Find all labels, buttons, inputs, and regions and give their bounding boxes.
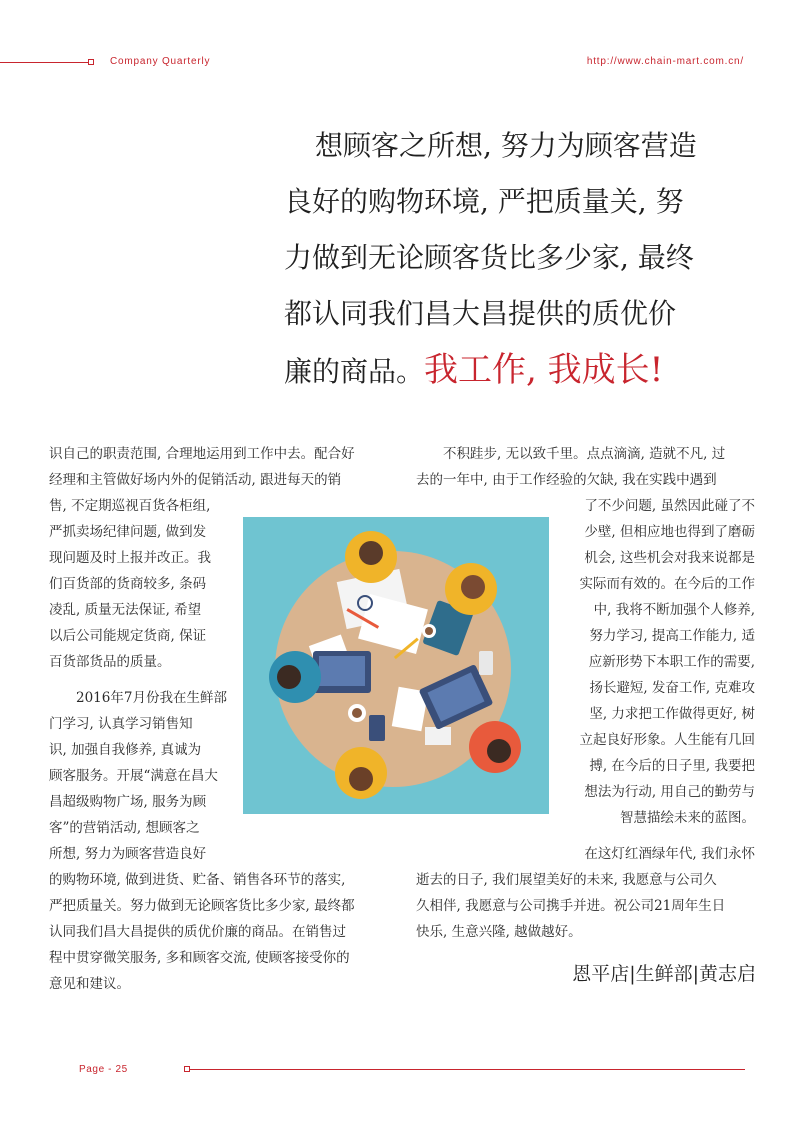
text-line: 少壁, 但相应地也得到了磨砺: [584, 524, 755, 540]
person-head: [487, 739, 511, 763]
laptop-screen: [319, 656, 365, 686]
pull-quote-line: 力做到无论顾客货比多少家, 最终: [284, 241, 694, 274]
text-line: 逝去的日子, 我们展望美好的未来, 我愿意与公司久: [416, 872, 717, 888]
text-line: 中, 我将不断加强个人修养,: [593, 602, 755, 618]
person-head: [349, 767, 373, 791]
text-line: 程中贯穿微笑服务, 多和顾客交流, 使顾客接受你的: [49, 950, 350, 966]
text-line: 门学习, 认真学习销售知: [49, 716, 193, 732]
phone: [369, 715, 385, 741]
meeting-illustration: [243, 517, 549, 814]
text-line: 去的一年中, 由于工作经验的欠缺, 我在实践中遇到: [416, 472, 717, 488]
text-line: 识自己的职责范围, 合理地运用到工作中去。配合好: [49, 446, 355, 462]
text-line: 立起良好形象。人生能有几回: [579, 732, 755, 748]
coffee: [425, 627, 433, 635]
text-line: 以后公司能规定货商, 保证: [49, 628, 207, 644]
coffee: [352, 708, 362, 718]
phone: [479, 651, 493, 675]
card: [425, 727, 451, 745]
text-line: 认同我们昌大昌提供的质优价廉的商品。在销售过: [49, 924, 346, 940]
text-line: 努力学习, 提高工作能力, 适: [589, 628, 755, 644]
text-line: 久相伴, 我愿意与公司携手并进。祝公司21周年生日: [416, 898, 726, 914]
text-line: 智慧描绘未来的蓝图。: [620, 810, 755, 826]
text-line: 所想, 努力为顾客营造良好: [49, 846, 207, 862]
text-line: 应新形势下本职工作的需要,: [588, 654, 755, 670]
header-marker-left: [88, 59, 94, 65]
text-line: 严把质量关。努力做到无论顾客货比多少家, 最终都: [49, 898, 355, 914]
text-line: 识, 加强自我修养, 真诚为: [49, 742, 202, 758]
text-line: 客”的营销活动, 想顾客之: [49, 820, 200, 836]
text-line: 们百货部的货商较多, 条码: [49, 576, 207, 592]
author-signature: 恩平店|生鲜部|黄志启: [572, 963, 756, 985]
header-label: Company Quarterly: [110, 56, 211, 67]
pull-quote-highlight: 我工作, 我成长!: [424, 350, 664, 390]
text-line: 现问题及时上报并改正。我: [49, 550, 211, 566]
text-line: 机会, 这些机会对我来说都是: [584, 550, 755, 566]
pull-quote-last-line: [284, 342, 744, 400]
pull-quote-line: 想顾客之所想, 努力为顾客营造: [315, 129, 697, 162]
person-head: [277, 665, 301, 689]
header-rule-left: [0, 62, 88, 63]
header-url: http://www.chain-mart.com.cn/: [586, 56, 744, 67]
pull-quote-line: 廉的商品。: [284, 355, 425, 388]
text-line: 昌超级购物广场, 服务为顾: [49, 794, 207, 810]
text-line: 2016年7月份我在生鲜部: [76, 690, 227, 706]
text-line: 顾客服务。开展“满意在昌大: [49, 768, 218, 784]
text-line: 了不少问题, 虽然因此碰了不: [584, 498, 755, 514]
text-line: 严抓卖场纪律问题, 做到发: [49, 524, 207, 540]
person-head: [461, 575, 485, 599]
text-line: 想法为行动, 用自己的勤劳与: [584, 784, 755, 800]
page-number: Page - 25: [79, 1064, 128, 1075]
text-line: 搏, 在今后的日子里, 我要把: [589, 758, 755, 774]
text-line: 售, 不定期巡视百货各柜组,: [49, 498, 211, 514]
text-line: 快乐, 生意兴隆, 越做越好。: [416, 924, 582, 940]
pull-quote-line: 良好的购物环境, 严把质量关, 努: [284, 185, 684, 218]
text-line: 扬长避短, 发奋工作, 克难攻: [589, 680, 755, 696]
footer-rule: [190, 1069, 745, 1070]
text-line: 经理和主管做好场内外的促销活动, 跟进每天的销: [49, 472, 342, 488]
pull-quote: [284, 118, 744, 400]
text-line: 凌乱, 质量无法保证, 希望: [49, 602, 202, 618]
text-line: 意见和建议。: [49, 976, 130, 992]
pull-quote-line: 都认同我们昌大昌提供的质优价: [284, 297, 677, 330]
text-line: 不积跬步, 无以致千里。点点滴滴, 造就不凡, 过: [443, 446, 726, 462]
meeting-table-image: [243, 517, 549, 814]
person-head: [359, 541, 383, 565]
text-line: 在这灯红酒绿年代, 我们永怀: [584, 846, 755, 862]
text-line: 坚, 力求把工作做得更好, 树: [589, 706, 755, 722]
text-line: 的购物环境, 做到进货、贮备、销售各环节的落实,: [49, 872, 346, 888]
text-line: 实际而有效的。在今后的工作: [579, 576, 755, 592]
text-line: 百货部货品的质量。: [49, 654, 171, 670]
